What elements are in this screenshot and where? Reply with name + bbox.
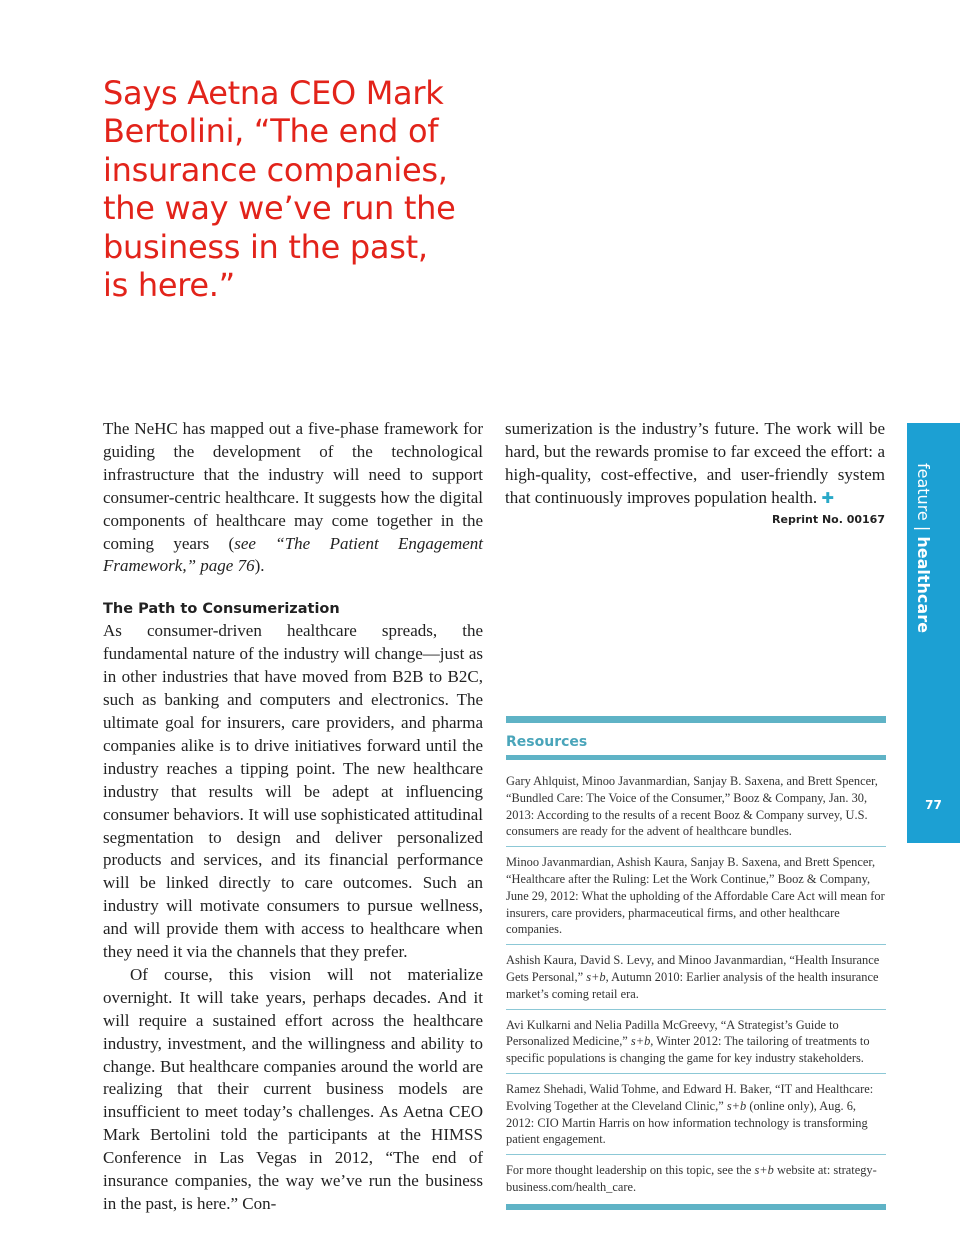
closing-text: sumerization is the industry’s future. The work will be hard, but the rewards promise to far exceed the effort: a high-quality, cost-effective, and user-friendly system that continuously improves population health. [505, 419, 885, 507]
section-divider: | [914, 525, 933, 532]
resource-item [506, 760, 886, 847]
publication-name: s+b [754, 1163, 774, 1178]
pull-quote: Says Aetna CEO Mark Bertolini, “The end of insurance companies, the way we’ve run the business in the past, is here.” [103, 74, 456, 305]
publication-name: s+b [586, 969, 606, 984]
resources-box [506, 716, 886, 1210]
resource-text-end: , Autumn 2010: Earlier analysis of the health insurance market’s coming retail era. [506, 969, 879, 1001]
section-side-tab [907, 423, 960, 843]
reprint-number: Reprint No. 00167 [772, 513, 885, 526]
intro-text: The NeHC has mapped out a five-phase framework for guiding the development of the technological infrastructure that the industry will need to support consumer-centric healthcare. It suggests how the digital components of healthcare may come together in the coming years ( [103, 419, 483, 553]
resource-text-end: website at: strategy-business.com/health_care. [506, 1163, 877, 1194]
resource-text-end: (online only), Aug. 6, 2012: CIO Martin Harris on how information technology is transforming patient engagement. [506, 1098, 868, 1147]
resources-title: Resources [506, 734, 588, 750]
right-column [505, 418, 885, 510]
body-paragraph: As consumer-driven healthcare spreads, the fundamental nature of the industry will change—just as in other industries that have moved from B2B to B2C, such as banking and computers and electronics. The ultimate goal for insurers, care providers, and pharma companies alike is to drive initiatives forward until the industry reaches a tipping point. The new healthcare industry that results will be adept at influencing consumer behaviors. It will use sophisticated attitudinal segmentation to design and deliver personalized products and services, and its financial performance will be linked directly to care outcomes. Such an industry will motivate consumers to pursue wellness, and will provide them with access to healthcare when they need it via the channels that they prefer. [103, 621, 483, 962]
resource-text: Ashish Kaura, David S. Levy, and Minoo Javanmardian, “Health Insurance Gets Personal,” [506, 953, 880, 984]
closing-paragraph [505, 418, 885, 510]
body-paragraph: Of course, this vision will not materialize overnight. It will take years, perhaps decades. And it will require a sustained effort across the healthcare industry, investment, and the willingness and ability to change. But healthcare companies around the world are realizing that their current business models are insufficient to meet today’s challenges. As Aetna CEO Mark Bertolini told the participants at the HIMSS Conference in Las Vegas in 2012, “The end of insurance companies, the way we’ve run the business in the past, is here.” Con- [103, 964, 483, 1213]
intro-paragraph [103, 418, 483, 578]
publication-name: s+b [630, 1034, 651, 1049]
plus-icon: ✚ [821, 488, 834, 507]
resources-list [506, 760, 886, 1202]
resource-text: Avi Kulkarni and Nelia Padilla McGreevy, “A Strategist’s Guide to Personalized Medicine,” [506, 1017, 839, 1049]
resource-text: Gary Ahlquist, Minoo Javanmardian, Sanjay B. Saxena, and Brett Spencer, “Bundled Care: The Voice of the Consumer,” Booz & Company, Jan. 30, 2013: According to the results of a recent Booz & Company survey, U.S. consumers are ready for the advent of healthcare bundles. [506, 774, 878, 839]
resource-text: Minoo Javanmardian, Ashish Kaura, Sanjay B. Saxena, and Brett Spencer, “Healthcare after the Ruling: Let the Work Continue,” Booz & Company, June 29, 2012: What the upholding of the Affordable Care Act will mean for insurers, care providers, pharmaceutical firms, and other healthcare companies. [506, 855, 885, 937]
section-topic: healthcare [914, 536, 933, 633]
resource-item [506, 1155, 886, 1202]
intro-reference: see “The Patient Engagement Framework,” page 76 [103, 533, 483, 576]
resource-item [506, 1074, 886, 1155]
resource-item [506, 1010, 886, 1074]
section-name: feature [914, 463, 933, 521]
resource-text: Ramez Shehadi, Walid Tohme, and Edward H. Baker, “IT and Healthcare: Evolving Together at the Cleveland Clinic,” [506, 1081, 874, 1113]
resources-top-rule [506, 716, 886, 723]
page-number: 77 [925, 798, 942, 812]
publication-name: s+b [726, 1098, 747, 1113]
resource-text-end: , Winter 2012: The tailoring of treatments to specific populations is changing the game for key industry stakeholders. [506, 1034, 870, 1066]
resource-item [506, 847, 886, 945]
section-label [913, 463, 933, 633]
section-subhead: The Path to Consumerization [103, 601, 340, 618]
resource-text: For more thought leadership on this topic, see the [506, 1163, 755, 1178]
left-column [103, 418, 483, 1216]
intro-text-end: ). [254, 556, 265, 576]
resource-item [506, 945, 886, 1009]
resources-bottom-rule [506, 1204, 886, 1210]
